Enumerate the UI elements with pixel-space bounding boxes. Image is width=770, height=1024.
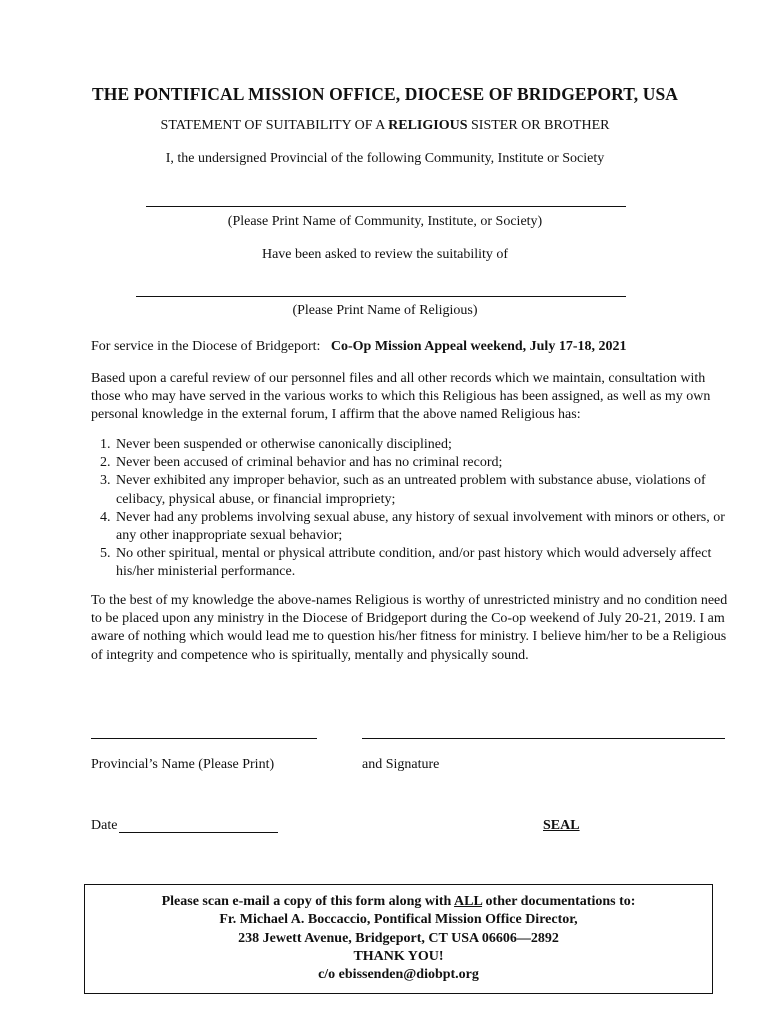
contact-email[interactable]: c/o ebissenden@diobpt.org xyxy=(318,967,479,983)
criteria-item: 2. Never been accused of criminal behavior and has no criminal record; xyxy=(114,454,731,472)
criteria-list-wrapper xyxy=(91,436,731,582)
criteria-list xyxy=(91,436,731,582)
service-event: Co-Op Mission Appeal weekend, July 17-18, 2021 xyxy=(330,339,627,354)
criteria-item: 3. Never exhibited any improper behavior, such as an untreated problem with substance abuse, violations of celibacy, physical abuse, or financial impropriety; xyxy=(114,472,731,508)
closing-paragraph: To the best of my knowledge the above-names Religious is worthy of unrestricted ministry and no condition need to be placed upon any ministry in the Diocese of Bridgeport during the Co-op weekend of July 20-21, 2019. I am aware of nothing which would lead me to question his/her fitness for ministry. I believe him/her to be a Religious of integrity and competence who is spiritually, mentally and physically sound. xyxy=(91,593,728,663)
undersigned-text: I, the undersigned Provincial of the following Community, Institute or Society xyxy=(165,151,605,166)
signature-caption: and Signature xyxy=(362,757,440,772)
signature-line[interactable] xyxy=(362,738,725,739)
statement-prefix: STATEMENT OF SUITABILITY OF A xyxy=(160,118,389,133)
instructions-all-underlined: ALL xyxy=(454,894,483,909)
religious-name-caption: (Please Print Name of Religious) xyxy=(292,303,478,318)
review-text: Have been asked to review the suitability of xyxy=(261,247,509,262)
statement-bold-word: RELIGIOUS xyxy=(388,118,468,133)
criteria-item: 1. Never been suspended or otherwise canonically disciplined; xyxy=(114,436,731,454)
provincial-name-line[interactable] xyxy=(91,738,317,739)
community-name-caption: (Please Print Name of Community, Institute, or Society) xyxy=(227,214,543,229)
provincial-name-caption: Provincial’s Name (Please Print) xyxy=(91,757,275,772)
statement-suffix: SISTER OR BROTHER xyxy=(467,118,610,133)
seal-label: SEAL xyxy=(543,818,580,833)
criteria-item: 4. Never had any problems involving sexual abuse, any history of sexual involvement with minors or others, or any other inappropriate sexual behavior; xyxy=(114,509,731,545)
thank-you: THANK YOU! xyxy=(353,948,444,964)
director-name: Fr. Michael A. Boccaccio, Pontifical Mission Office Director, xyxy=(219,912,578,928)
document-title: THE PONTIFICAL MISSION OFFICE, DIOCESE OF BRIDGEPORT, USA xyxy=(91,84,679,104)
instructions-suffix: other documentations to: xyxy=(482,894,636,909)
instructions-prefix: Please scan e-mail a copy of this form along with xyxy=(161,894,455,909)
community-name-line[interactable] xyxy=(146,206,626,207)
review-paragraph: Based upon a careful review of our personnel files and all other records which we maintain, consultation with those who may have served in the various works to which this Religious has been assigned, as well as my own personal knowledge in the external forum, I affirm that the above named Religious has: xyxy=(91,371,711,423)
date-label: Date xyxy=(91,818,118,833)
service-line xyxy=(91,338,731,356)
instructions-line-1 xyxy=(85,893,712,911)
date-line[interactable] xyxy=(119,832,278,833)
statement-heading xyxy=(0,118,770,134)
office-address: 238 Jewett Avenue, Bridgeport, CT USA 06606—2892 xyxy=(238,930,559,946)
service-label: For service in the Diocese of Bridgeport: xyxy=(91,339,321,354)
criteria-item: 5. No other spiritual, mental or physical attribute condition, and/or past history which would adversely affect his/her ministerial performance. xyxy=(114,545,731,581)
instructions-box xyxy=(84,884,713,994)
religious-name-line[interactable] xyxy=(136,296,626,297)
